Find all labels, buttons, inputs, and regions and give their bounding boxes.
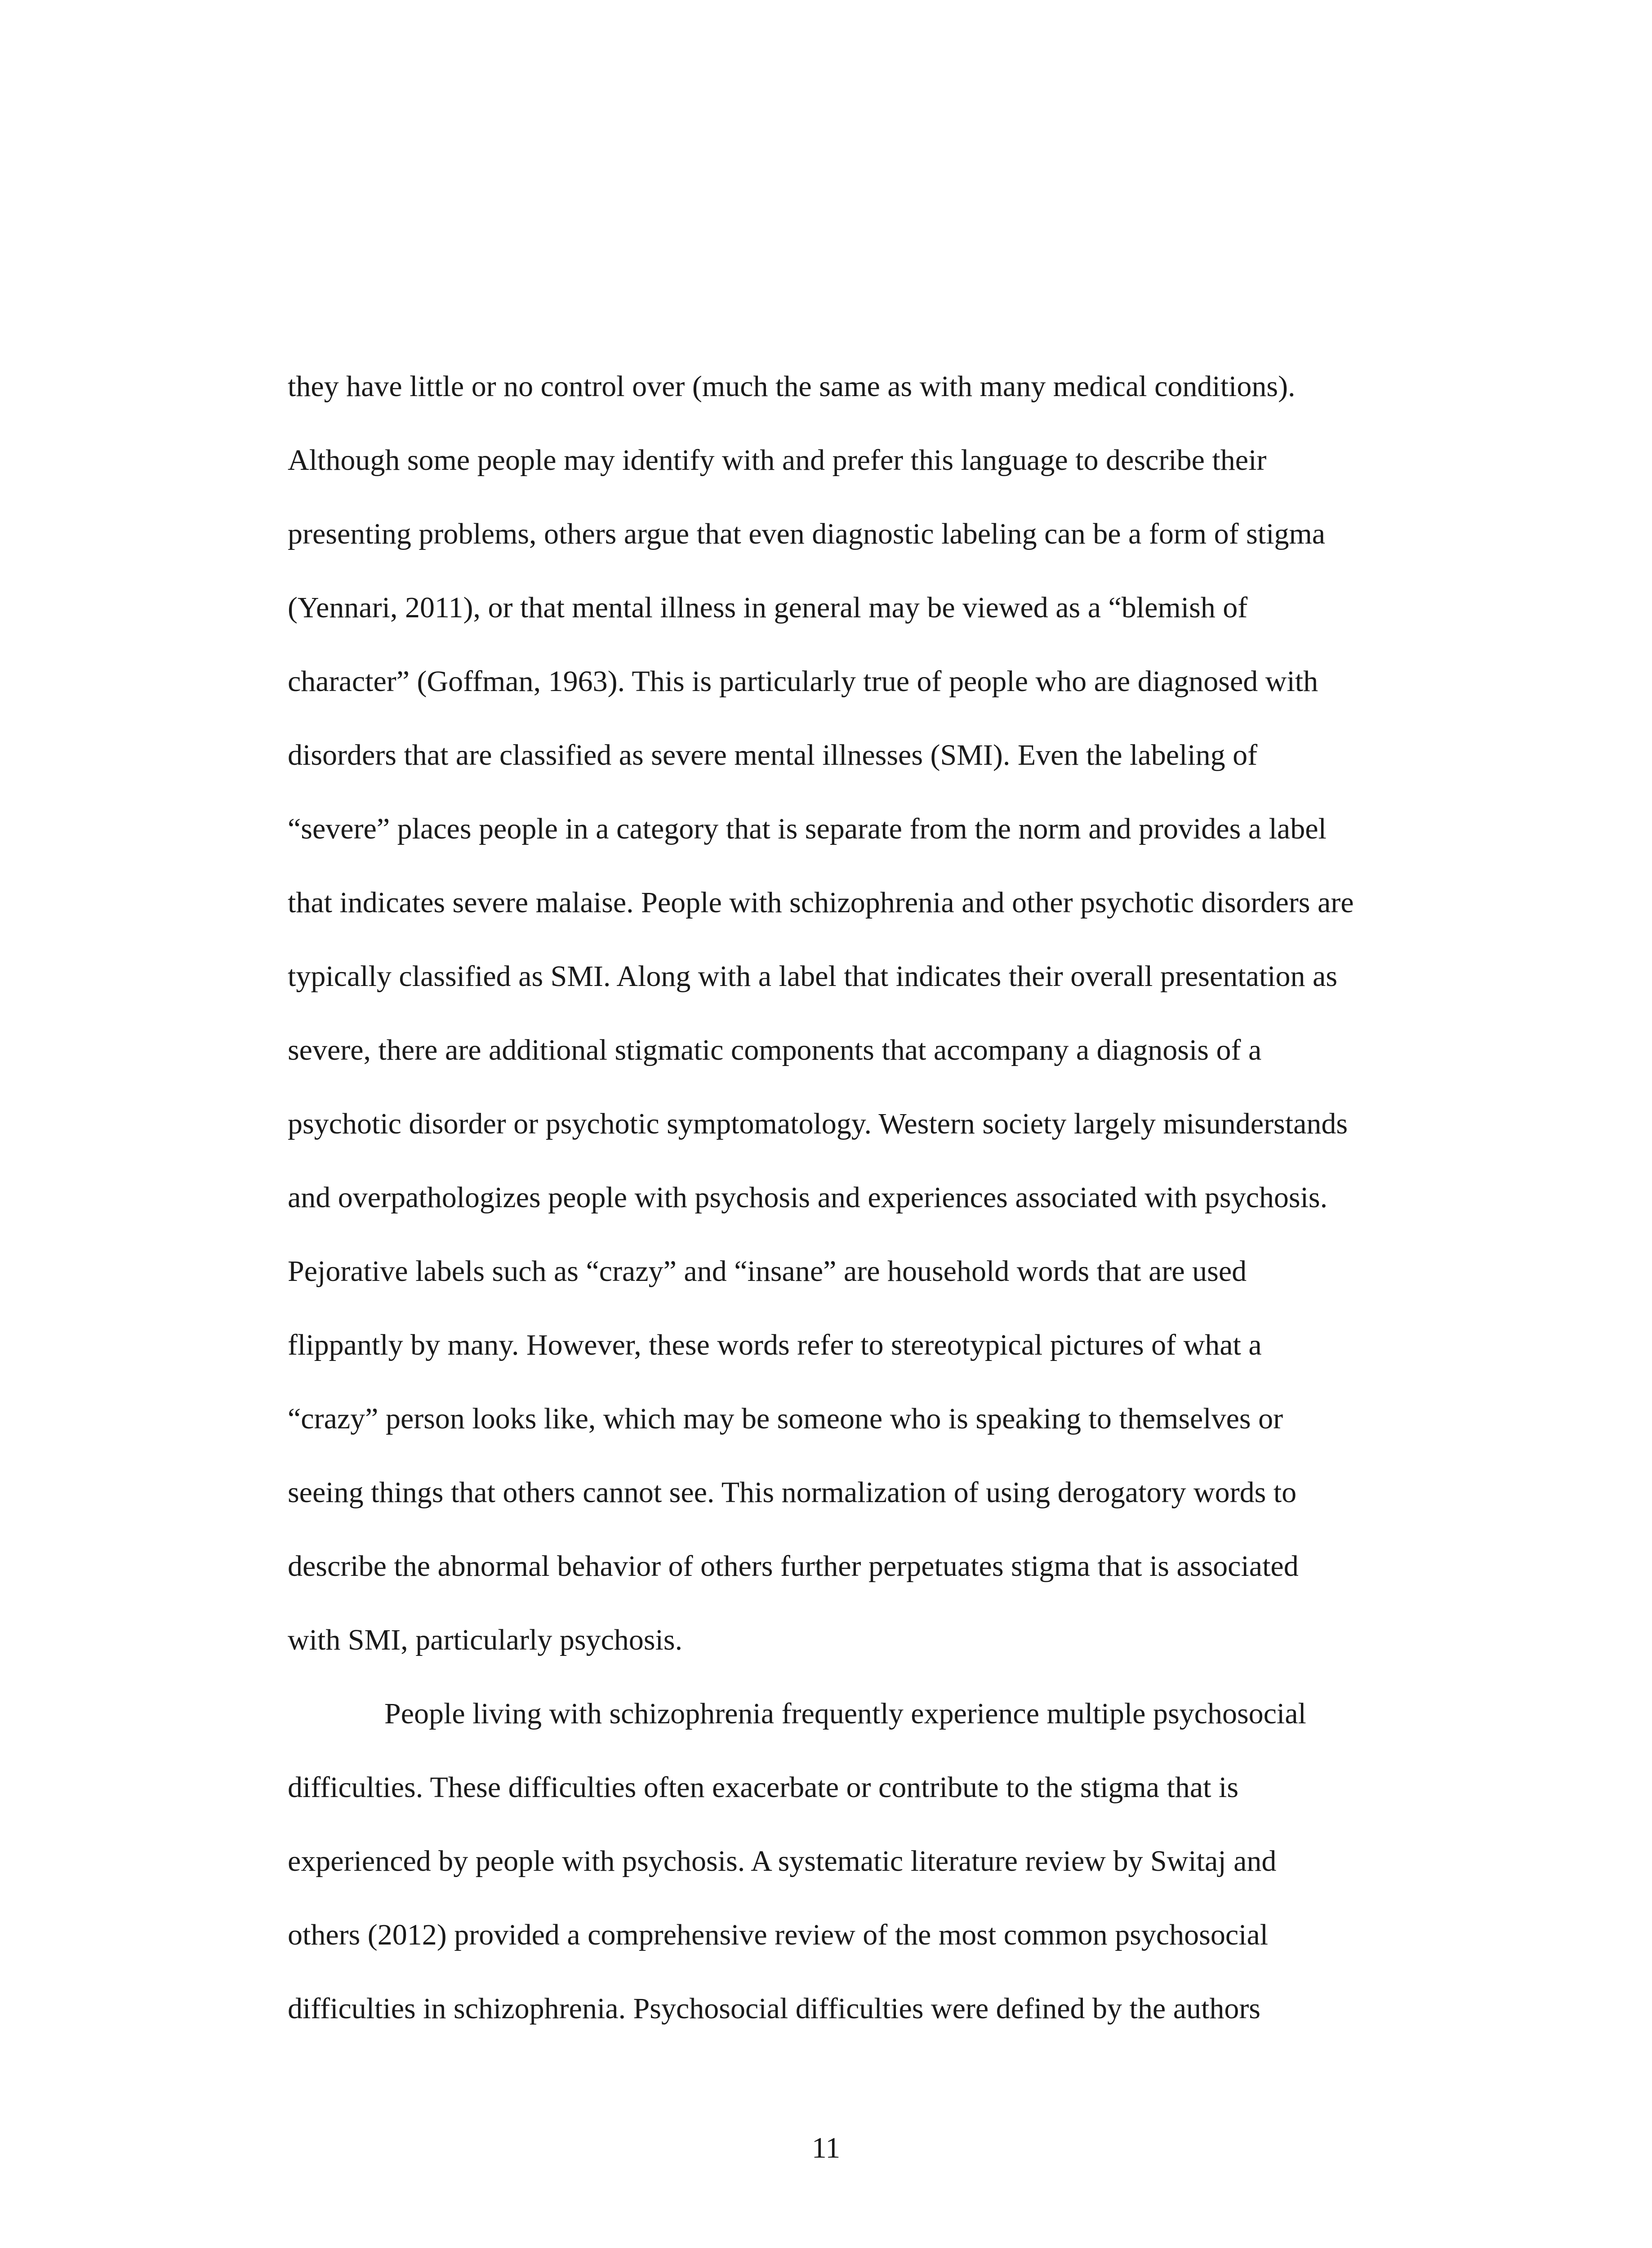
text-line: and overpathologizes people with psychosis and experiences associated with psychosis. bbox=[288, 1181, 1328, 1214]
text-line: difficulties. These difficulties often exacerbate or contribute to the stigma that is bbox=[288, 1771, 1239, 1804]
text-line: describe the abnormal behavior of others further perpetuates stigma that is associated bbox=[288, 1550, 1299, 1583]
paragraph-1 bbox=[288, 369, 1447, 1696]
text-line: with SMI, particularly psychosis. bbox=[288, 1624, 683, 1656]
text-line: (Yennari, 2011), or that mental illness in general may be viewed as a “blemish of bbox=[288, 591, 1248, 624]
page-number: 11 bbox=[811, 2132, 841, 2164]
text-line: typically classified as SMI. Along with a label that indicates their overall presentation as bbox=[288, 960, 1338, 993]
text-line: seeing things that others cannot see. This normalization of using derogatory words to bbox=[288, 1476, 1297, 1509]
text-line: Although some people may identify with and prefer this language to describe their bbox=[288, 444, 1267, 477]
text-line: psychotic disorder or psychotic symptomatology. Western society largely misunderstands bbox=[288, 1107, 1348, 1140]
text-line: difficulties in schizophrenia. Psychosocial difficulties were defined by the authors bbox=[288, 1992, 1260, 2025]
text-line: others (2012) provided a comprehensive review of the most common psychosocial bbox=[288, 1918, 1269, 1951]
text-line: “severe” places people in a category that is separate from the norm and provides a label bbox=[288, 812, 1327, 845]
text-line: flippantly by many. However, these words refer to stereotypical pictures of what a bbox=[288, 1329, 1262, 1361]
text-line: Pejorative labels such as “crazy” and “insane” are household words that are used bbox=[288, 1255, 1247, 1288]
text-line: severe, there are additional stigmatic components that accompany a diagnosis of a bbox=[288, 1034, 1262, 1066]
text-line: experienced by people with psychosis. A systematic literature review by Switaj and bbox=[288, 1845, 1277, 1878]
paragraph-2 bbox=[288, 1696, 1447, 2065]
text-line: disorders that are classified as severe mental illnesses (SMI). Even the labeling of bbox=[288, 739, 1258, 772]
text-line-indented: People living with schizophrenia frequently experience multiple psychosocial bbox=[384, 1697, 1306, 1730]
text-line: they have little or no control over (much the same as with many medical conditions). bbox=[288, 370, 1296, 403]
text-line: presenting problems, others argue that even diagnostic labeling can be a form of stigma bbox=[288, 517, 1326, 550]
text-line: character” (Goffman, 1963). This is particularly true of people who are diagnosed with bbox=[288, 665, 1318, 698]
text-line: “crazy” person looks like, which may be someone who is speaking to themselves or bbox=[288, 1402, 1283, 1435]
body-text bbox=[288, 369, 1447, 2065]
text-line: that indicates severe malaise. People with schizophrenia and other psychotic disorders are bbox=[288, 886, 1354, 919]
